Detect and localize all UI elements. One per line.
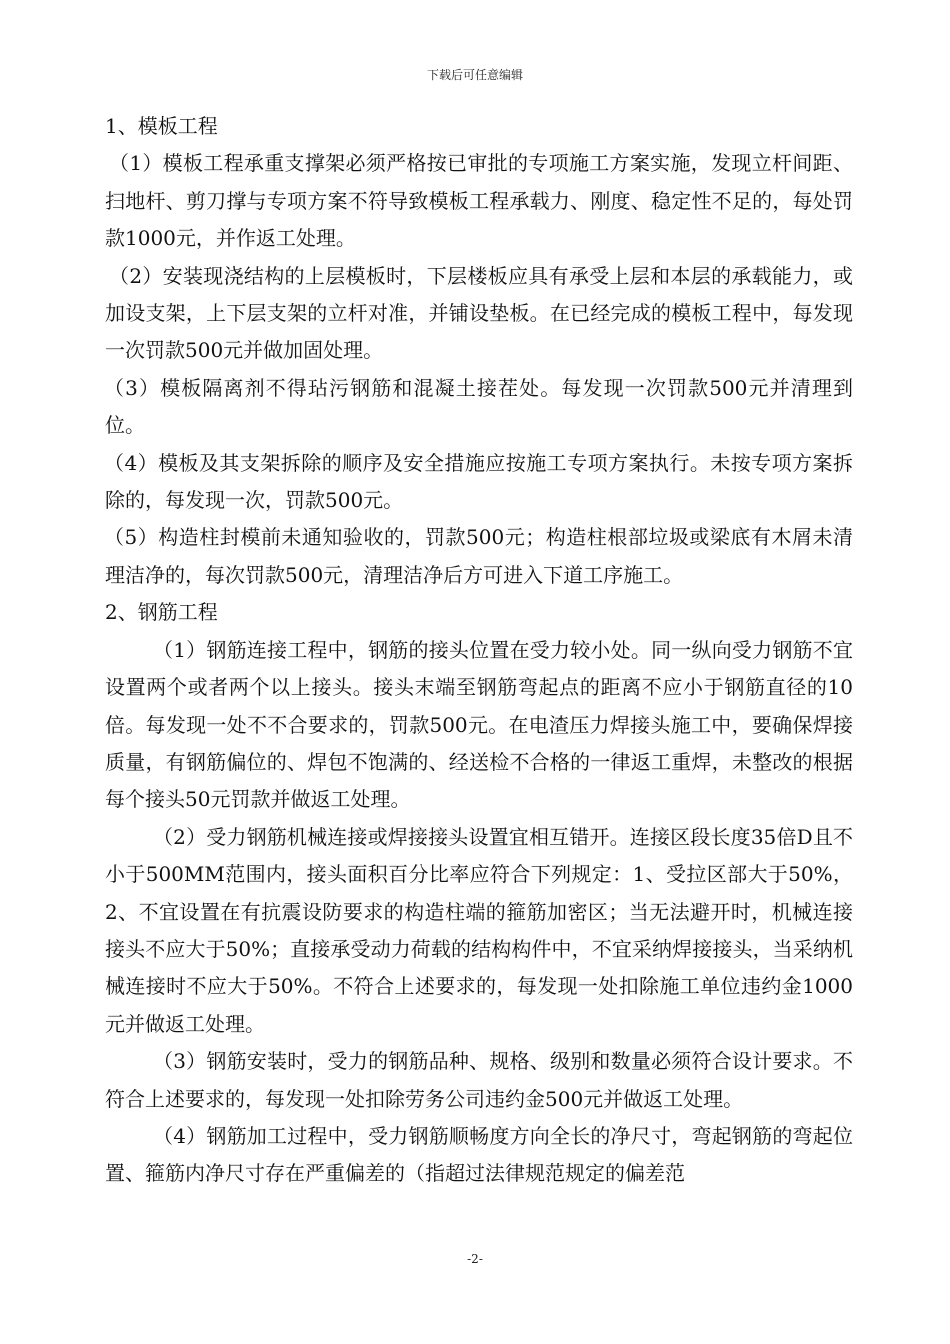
paragraph-formwork-4: （4）模板及其支架拆除的顺序及安全措施应按施工专项方案执行。未按专项方案拆除的，每发现一次，罚款500元。: [104, 450, 853, 513]
paragraph-formwork-1: （1）模板工程承重支撑架必须严格按已审批的专项施工方案实施，发现立杆间距、扫地杆、剪刀撑与专项方案不符导致模板工程承载力、刚度、稳定性不足的，每处罚款1000元，并作返工处理。: [105, 151, 853, 251]
paragraph-rebar-3: （3）钢筋安装时，受力的钢筋品种、规格、级别和数量必须符合设计要求。不符合上述要求的，每发现一处扣除劳务公司违约金500元并做返工处理。: [105, 1049, 853, 1111]
paragraph-formwork-5: （5）构造柱封模前未通知验收的，罚款500元；构造柱根部垃圾或梁底有木屑未清理洁净的，每次罚款500元，清理洁净后方可进入下道工序施工。: [104, 525, 853, 587]
document-body: [105, 108, 853, 1193]
section-heading-rebar: 2、钢筋工程: [105, 600, 218, 625]
paragraph-rebar-2: （2）受力钢筋机械连接或焊接接头设置宜相互错开。连接区段长度35倍D且不小于500MM范围内，接头面积百分比率应符合下列规定：1、受拉区部大于50%，2、不宜设置在有抗震设防要求的构造柱端的箍筋加密区；当无法避开时，机械连接接头不应大于50%；直接承受动力荷载的结构构件中，不宜采纳焊接接头，当采纳机械连接时不应大于50%。不符合上述要求的，每发现一处扣除施工单位违约金1000元并做返工处理。: [105, 824, 853, 1036]
paragraph-formwork-2: （2）安装现浇结构的上层模板时，下层楼板应具有承受上层和本层的承载能力，或加设支架，上下层支架的立杆对准，并铺设垫板。在已经完成的模板工程中，每发现一次罚款500元并做加固处理。: [105, 263, 853, 363]
paragraph-rebar-4: （4）钢筋加工过程中，受力钢筋顺畅度方向全长的净尺寸，弯起钢筋的弯起位置、箍筋内净尺寸存在严重偏差的（指超过法律规范规定的偏差范: [105, 1123, 853, 1186]
section-heading-formwork: 1、模板工程: [105, 114, 218, 138]
paragraph-formwork-3: （3）模板隔离剂不得玷污钢筋和混凝土接茬处。每发现一次罚款500元并清理到位。: [104, 375, 853, 438]
page-header: 下载后可任意编辑: [426, 68, 523, 82]
paragraph-rebar-1: （1）钢筋连接工程中，钢筋的接头位置在受力较小处。同一纵向受力钢筋不宜设置两个或者两个以上接头。接头末端至钢筋弯起点的距离不应小于钢筋直径的10倍。每发现一处不不合要求的，罚款500元。在电渣压力焊接头施工中，要确保焊接质量，有钢筋偏位的、焊包不饱满的、经送检不合格的一律返工重焊，未整改的根据每个接头50元罚款并做返工处理。: [105, 637, 853, 812]
page-number: -2-: [467, 1252, 483, 1266]
